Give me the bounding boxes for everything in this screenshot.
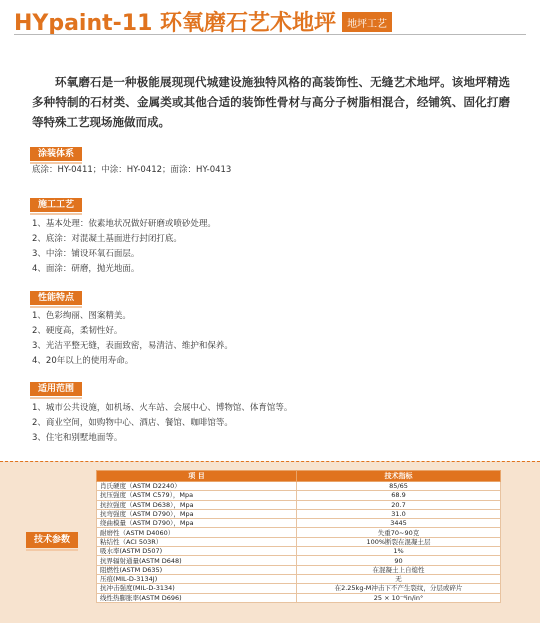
- process-line-3: 3、中涂：铺设环氧石面层。: [32, 249, 140, 259]
- spec-item: 吸水率(ASTM D507): [97, 547, 297, 556]
- table-row: [97, 482, 501, 491]
- section-features-title: 性能特点: [30, 291, 82, 305]
- spec-value: 无: [297, 574, 501, 583]
- spec-value: 100%断裂在混凝土层: [297, 537, 501, 546]
- table-row: [97, 574, 501, 583]
- table-row: [97, 556, 501, 565]
- spec-value: 85/65: [297, 482, 501, 491]
- process-line-2: 2、底涂：对混凝土基面进行封闭打底。: [32, 234, 182, 244]
- header-value: 技术指标: [297, 471, 501, 482]
- spec-value: 在2.25kg-M冲击下不产生裂纹，分层或碎片: [297, 584, 501, 593]
- spec-value: 68.9: [297, 491, 501, 500]
- spec-item: 抗界辐射通量(ASTM D648): [97, 556, 297, 565]
- features-line-3: 3、光洁平整无缝，表面致密，易清洁、维护和保养。: [32, 341, 233, 351]
- spec-value: 在混凝土上自熄性: [297, 565, 501, 574]
- header-divider: [14, 34, 526, 35]
- table-row: [97, 537, 501, 546]
- spec-item: 粘结性（ACI 503R）: [97, 537, 297, 546]
- table-row: [97, 509, 501, 518]
- spec-item: 抗拉强度（ASTM D638），Mpa: [97, 500, 297, 509]
- params-title: 技术参数: [26, 532, 78, 548]
- features-line-1: 1、色彩绚丽、图案精美。: [32, 311, 131, 321]
- spec-value: 失重70~90克: [297, 528, 501, 537]
- section-process-title: 施工工艺: [30, 198, 82, 212]
- spec-item: 耐磨性（ASTM D4060）: [97, 528, 297, 537]
- spec-value: 1%: [297, 547, 501, 556]
- intro-paragraph: 环氧磨石是一种极能展现现代城建设施独特风格的高装饰性、无缝艺术地坪。该地坪精选多种特制的石材类、金属类或其他合适的装饰性骨材与高分子树脂相混合，经铺筑、固化打磨等特殊工艺现场施做而成。: [32, 75, 510, 129]
- page-title: HYpaint-11 环氧磨石艺术地坪: [14, 11, 337, 36]
- spec-item: 抗冲击强度(MIL-D-3134): [97, 584, 297, 593]
- spec-item: 阻燃性(ASTM D635): [97, 565, 297, 574]
- spec-table: [96, 470, 501, 603]
- table-row: [97, 593, 501, 602]
- spec-table-header: [97, 471, 501, 482]
- category-badge: 地坪工艺: [342, 12, 392, 32]
- section-scope-title: 适用范围: [30, 382, 82, 396]
- page-header: [14, 6, 392, 37]
- scope-line-2: 2、商业空间，如购物中心、酒店、餐馆、咖啡馆等。: [32, 418, 233, 428]
- scope-line-3: 3、住宅和别墅地面等。: [32, 433, 123, 443]
- table-row: [97, 584, 501, 593]
- spec-value: 20.7: [297, 500, 501, 509]
- spec-item: 抗弯强度（ASTM D790），Mpa: [97, 509, 297, 518]
- scope-line-1: 1、城市公共设施，如机场、火车站、会展中心、博物馆、体育馆等。: [32, 403, 293, 413]
- coating-line: 底涂：HY-0411；中涂：HY-0412；面涂：HY-0413: [32, 165, 232, 175]
- spec-value: 25 × 10⁻⁶in/in°: [297, 593, 501, 602]
- table-row: [97, 500, 501, 509]
- table-row: [97, 565, 501, 574]
- table-row: [97, 519, 501, 528]
- features-line-2: 2、硬度高，柔韧性好。: [32, 326, 123, 336]
- table-row: [97, 528, 501, 537]
- spec-item: 抗压强度（ASTM C579），Mpa: [97, 491, 297, 500]
- process-line-4: 4、面涂：研磨，抛光地面。: [32, 264, 140, 274]
- features-line-4: 4、20年以上的使用寿命。: [32, 356, 134, 366]
- table-row: [97, 491, 501, 500]
- header-item: 项 目: [97, 471, 297, 482]
- spec-item: 压痕(MIL-D-3134J): [97, 574, 297, 583]
- table-row: [97, 547, 501, 556]
- section-coating-title: 涂装体系: [30, 147, 82, 161]
- spec-value: 90: [297, 556, 501, 565]
- spec-item: 肖氏硬度（ASTM D2240）: [97, 482, 297, 491]
- process-line-1: 1、基本处理：依素地状况做好研磨或喷砂处理。: [32, 219, 216, 229]
- spec-value: 31.0: [297, 509, 501, 518]
- spec-item: 绕曲模量（ASTM D790），Mpa: [97, 519, 297, 528]
- spec-value: 3445: [297, 519, 501, 528]
- spec-item: 线性热膨胀率(ASTM D696): [97, 593, 297, 602]
